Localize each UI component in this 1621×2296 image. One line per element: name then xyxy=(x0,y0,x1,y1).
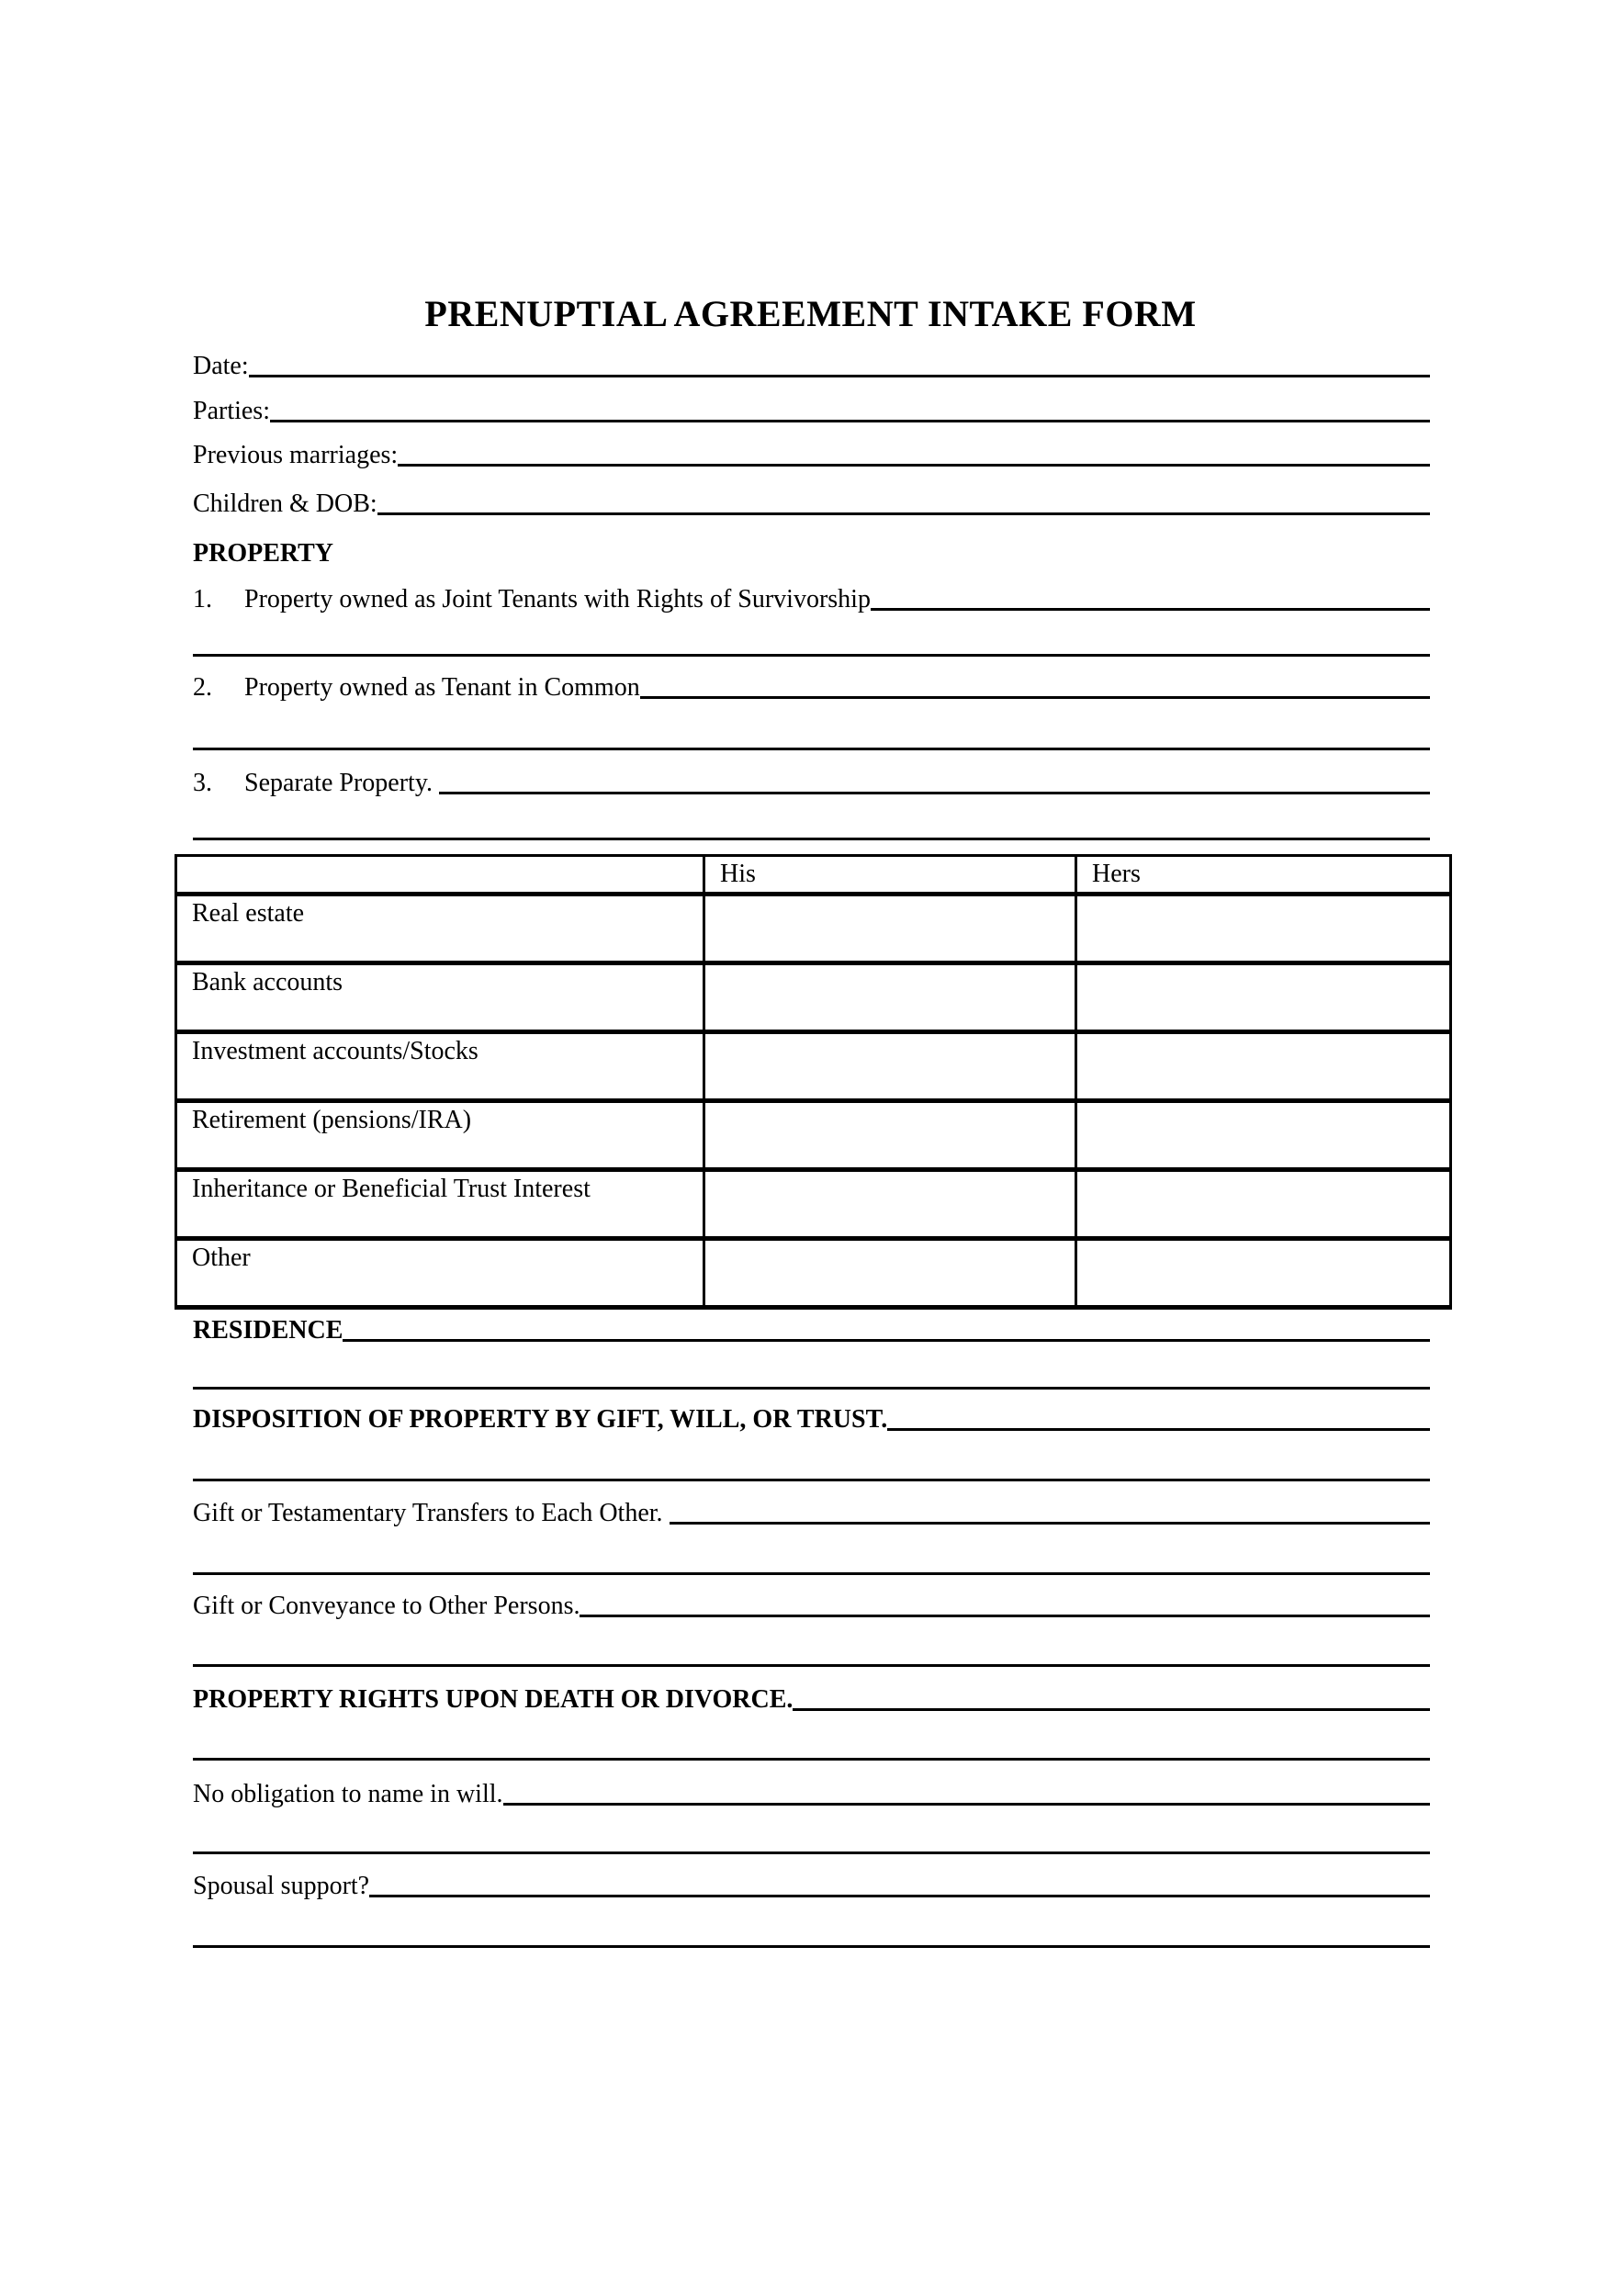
cell-his-real-estate[interactable] xyxy=(704,895,1076,963)
gift-conveyance-blank[interactable] xyxy=(580,1615,1430,1617)
cell-hers-inheritance[interactable] xyxy=(1076,1170,1451,1239)
spousal-support-blank[interactable] xyxy=(369,1895,1430,1897)
no-obligation-label: No obligation to name in will. xyxy=(193,1780,503,1808)
spousal-support-label: Spousal support? xyxy=(193,1872,370,1900)
table-row-bank-accounts xyxy=(176,963,1451,1032)
property-rights-continuation-line[interactable] xyxy=(193,1758,1430,1761)
gift-conveyance-continuation-line[interactable] xyxy=(193,1664,1430,1667)
property-item-2-label: Property owned as Tenant in Common xyxy=(244,673,640,702)
cell-hers-real-estate[interactable] xyxy=(1076,895,1451,963)
table-row-real-estate xyxy=(176,895,1451,963)
row-label-inheritance: Inheritance or Beneficial Trust Interest xyxy=(176,1170,704,1239)
field-blank-previous-marriages[interactable] xyxy=(398,464,1430,467)
property-rights-label: PROPERTY RIGHTS UPON DEATH OR DIVORCE. xyxy=(193,1685,794,1714)
property-item-1 xyxy=(193,571,1430,615)
residence-blank[interactable] xyxy=(343,1339,1430,1342)
property-heading-row xyxy=(193,525,1430,569)
property-item-1-label: Property owned as Joint Tenants with Rights of Survivorship xyxy=(244,585,871,613)
field-label-children-dob: Children & DOB: xyxy=(193,490,377,518)
table-row-other xyxy=(176,1239,1451,1308)
cell-hers-retirement[interactable] xyxy=(1076,1101,1451,1170)
property-item-2-continuation-line[interactable] xyxy=(193,748,1430,750)
assets-table xyxy=(174,854,1452,1310)
field-row-parties xyxy=(193,383,1430,427)
gift-testamentary-label: Gift or Testamentary Transfers to Each Other. xyxy=(193,1499,670,1527)
field-blank-children-dob[interactable] xyxy=(377,512,1430,515)
cell-his-inheritance[interactable] xyxy=(704,1170,1076,1239)
assets-table-header-row xyxy=(176,856,1451,895)
property-item-2-number: 2. xyxy=(193,673,212,702)
row-label-retirement: Retirement (pensions/IRA) xyxy=(176,1101,704,1170)
property-rights-blank[interactable] xyxy=(793,1708,1430,1711)
gift-testamentary-blank[interactable] xyxy=(670,1522,1430,1525)
property-item-3-label: Separate Property. xyxy=(244,769,439,797)
spousal-support-row xyxy=(193,1858,1430,1902)
page-title: PRENUPTIAL AGREEMENT INTAKE FORM xyxy=(424,293,1197,334)
disposition-blank[interactable] xyxy=(887,1428,1430,1431)
field-row-previous-marriages xyxy=(193,427,1430,471)
field-blank-date[interactable] xyxy=(249,375,1430,377)
residence-row xyxy=(193,1302,1430,1346)
no-obligation-blank[interactable] xyxy=(503,1803,1430,1806)
property-item-3-number: 3. xyxy=(193,769,212,797)
gift-conveyance-label: Gift or Conveyance to Other Persons. xyxy=(193,1592,580,1620)
field-row-date xyxy=(193,338,1430,382)
property-item-3-blank[interactable] xyxy=(439,792,1430,794)
property-item-1-blank[interactable] xyxy=(871,608,1430,611)
cell-his-investment-accounts[interactable] xyxy=(704,1032,1076,1101)
cell-hers-bank-accounts[interactable] xyxy=(1076,963,1451,1032)
assets-header-his: His xyxy=(704,856,1076,895)
table-row-retirement xyxy=(176,1101,1451,1170)
row-label-investment-accounts: Investment accounts/Stocks xyxy=(176,1032,704,1101)
field-row-children-dob xyxy=(193,476,1430,520)
gift-testamentary-continuation-line[interactable] xyxy=(193,1572,1430,1575)
property-item-2 xyxy=(193,659,1430,703)
residence-label: RESIDENCE xyxy=(193,1316,343,1345)
cell-his-bank-accounts[interactable] xyxy=(704,963,1076,1032)
cell-hers-investment-accounts[interactable] xyxy=(1076,1032,1451,1101)
spousal-support-continuation-line[interactable] xyxy=(193,1945,1430,1948)
cell-hers-other[interactable] xyxy=(1076,1239,1451,1308)
property-heading: PROPERTY xyxy=(193,539,334,568)
cell-his-other[interactable] xyxy=(704,1239,1076,1308)
property-item-3 xyxy=(193,755,1430,799)
property-item-3-continuation-line[interactable] xyxy=(193,838,1430,840)
no-obligation-continuation-line[interactable] xyxy=(193,1851,1430,1854)
cell-his-retirement[interactable] xyxy=(704,1101,1076,1170)
assets-header-hers: Hers xyxy=(1076,856,1451,895)
assets-header-blank xyxy=(176,856,704,895)
property-item-1-number: 1. xyxy=(193,585,212,613)
gift-testamentary-row xyxy=(193,1485,1430,1529)
gift-conveyance-row xyxy=(193,1578,1430,1622)
property-rights-row xyxy=(193,1671,1430,1716)
table-row-inheritance xyxy=(176,1170,1451,1239)
disposition-continuation-line[interactable] xyxy=(193,1479,1430,1481)
residence-continuation-line[interactable] xyxy=(193,1387,1430,1390)
row-label-other: Other xyxy=(176,1239,704,1308)
property-item-1-continuation-line[interactable] xyxy=(193,654,1430,657)
no-obligation-row xyxy=(193,1766,1430,1810)
row-label-real-estate: Real estate xyxy=(176,895,704,963)
disposition-row xyxy=(193,1391,1430,1435)
disposition-label: DISPOSITION OF PROPERTY BY GIFT, WILL, OR TRUST. xyxy=(193,1405,888,1434)
row-label-bank-accounts: Bank accounts xyxy=(176,963,704,1032)
field-label-parties: Parties: xyxy=(193,397,270,425)
table-row-investment-accounts xyxy=(176,1032,1451,1101)
property-item-2-blank[interactable] xyxy=(640,696,1430,699)
field-label-previous-marriages: Previous marriages: xyxy=(193,441,399,469)
field-blank-parties[interactable] xyxy=(270,420,1430,422)
field-label-date: Date: xyxy=(193,352,249,380)
